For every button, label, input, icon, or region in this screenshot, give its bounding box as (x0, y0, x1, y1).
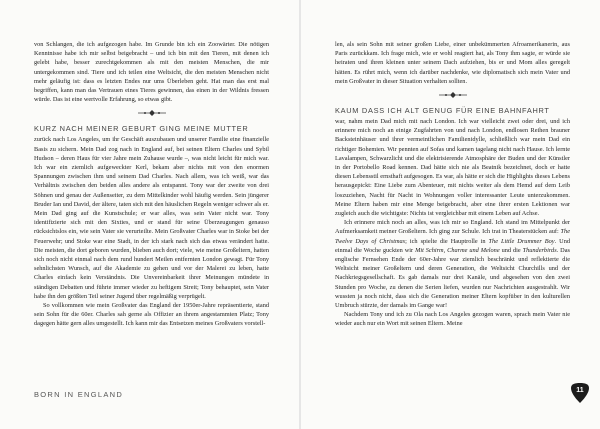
left-page (0, 0, 299, 429)
title-italic: The Little Drummer Boy (488, 237, 555, 245)
paragraph: von Schlangen, die ich aufgezogen habe. Im Grunde bin ich ein Zoowärter. Die nötigen Kenntnisse habe ich mir selbst beigebracht – und ich bin mit den Tieren, mit denen ich gelebt habe, besser zurechtgekommen als mit den meisten Menschen, die mir untergekommen sind. Tiere und ich teilen eine Weltsicht, die den meisten Menschen nicht mehr geläufig ist: dass es letzten Endes nur ums Überleben geht. Hat man das erst mal begriffen, kann man das Vertrauen eines Tieres gewinnen, das einen in der Wildnis fressen würde. Das ist eine wertvolle Erfahrung, so etwas gibt. (34, 41, 269, 104)
right-page (301, 0, 600, 429)
paragraph: len, als sein Sohn mit seiner großen Liebe, einer unbekümmerten Afroamerikanerin, aus Paris zurückkam. Ich frage mich, wie er wohl reagiert hat, als Tony ihm sagte, er würde sie heiraten und ihren kleinen unter seinem Dach aufziehen, bis er und Mom alles geregelt hätten. Es rührt mich, wenn ich darüber nachdenke, wie diplomatisch sich mein Vater und mein Großvater in dieser Situation verhalten sollten. (335, 41, 570, 85)
paragraph: zurück nach Los Angeles, um ihr Geschäft auszubauen und unserer Familie eine finanzielle Basis zu sichern. Mein Dad zog nach in England auf, bei seinen Eltern Charles und Sybil Hudson – deren Haus für vier Jahre mein Zuhause wurde –, was nicht leicht für mich war. Ich war ein ziemlich aufgeweckter Kerl, bekam aber nichts mit von den enormen Spannungen zwischen ihm und seinem Dad Charles. Nach allem, was ich weiß, war das Verhältnis zwischen den beiden alles andere als entspannt. Tony war der zweite von drei Söhnen und genau der Außenseiter, zu dem Mittelkinder wohl häufig werden. Sein jüngerer Bruder Ian und David, der ältere, taten sich mit den häuslichen Regeln weniger schwer als er. Mein Dad ging auf die Kunstschule; er war alles, was sein Vater nicht war. Tony identifizierte sich mit den Sixties, und er stand für seine Überzeugungen genauso rücksichtslos ein, wie sein Vater sie verurteilte. Mein Großvater Charles war in Stoke bei der Feuerwehr; und Stoke war eine Stadt, in der ich stark nach sich das etwas verändert hatte. Die meisten, die dort geboren wurden, blieben auch dort; viele, wie meine Großeltern, hatten sich noch nicht einmal nach dem rund hundert Meilen entfernten London gewagt. Für Tony sehnlichsten Wunsch, auf die Akademie zu gehen und vor der Malerei zu leben, hatte Charles einfach kein Verständnis. Die Unvereinbarkeit ihrer Meinungen mündete in ständigen Debatten und führte immer wieder zu heftigem Streit; Tony behauptet, sein Vater habe ihn den größten Teil seiner Jugend über regelmäßig verprügelt. (34, 136, 270, 300)
paragraph: war, nahm mein Dad mich mit nach London. Ich war vielleicht zwei oder drei, und ich erinnere mich noch an einige Zugfahrten von und nach London, endlosen Reihen brauner Backsteinhäuser und ihrer vermeintlichen Familienidylle, schließlich war mein Dad ein richtiger Bohemien. Wir pennten auf Sofas und kamen tagelang nicht nach Hause. Ich lernte Lavalampen, Schwarzlicht und die elektrisierende Atmosphäre der Buden und der Künstler in der Portobello Road kennen. Dad hätte sich nie als Beatnik bezeichnet, doch er hatte diesen Lebensstil ernsthaft aufgesogen. Es war, als hätte er sich die Highlights dieses Lebens herausgepickt: Eine Liebe zum Abenteuer, mit nichts weiter als dem Hemd auf dem Leib loszuziehen, Nacht für Nacht in Wohnungen voller interessanter Leute unterzukommen. Meine Eltern haben mir eine Menge beigebracht, aber eine ihrer ersten Lektionen war zugleich auch die wichtigste: Nichts ist vergleichbar mit einem Leben auf Achse. (335, 118, 570, 218)
right-text-column (335, 40, 570, 329)
page-number: 11 (576, 387, 584, 394)
paragraph-text: Ich erinnere mich noch an alles, was ich mir so England. Ich stand im Mittelpunkt der Aufmerksamkeit meiner Großeltern. Ich ging zur Schule. Ich trat in Theaterstücken auf: (335, 219, 570, 236)
paragraph: So vollkommen wie mein Großvater das England der 1950er-Jahre repräsentierte, stand sein Sohn für die 60er. Charles sah gerne als Offizier an ihrem angestammten Platz; Tony dagegen hätte gern alles umgestellt. Ich kann mir das Entsetzen meines Großvaters vorstell- (34, 302, 269, 328)
running-foot: BORN IN ENGLAND (34, 390, 124, 399)
section-heading: KURZ NACH MEINER GEBURT GING MEINE MUTTER (34, 124, 249, 134)
paragraph-text: . Und einmal die Woche guckten wir (335, 237, 571, 254)
paragraph (335, 218, 570, 310)
section-heading: KAUM DASS ICH ALT GENUG FÜR EINE BAHNFAHRT (335, 106, 550, 116)
left-text-column (34, 40, 269, 329)
title-italic: Thunderbirds (522, 246, 557, 254)
paragraph-text: ; ich spielte die Hauptrolle in (405, 237, 489, 245)
ornament-divider-icon (34, 108, 269, 118)
paragraph-text: . Das englische Fernsehen Ende der 60er-Jahre war ziemlich beschränkt und reflektierte die Weltsicht meiner Großeltern und deren Generation, die Weltsicht Churchills und der Nachkriegsgesellschaft. Es gab damals nur drei Kanäle, und abgesehen von den zwei Stunden pro Woche, zu denen die Serien liefen, wurden nur Nachrichten ausgestrahlt. Wir wussten ja noch nicht, dass sich die Generation meiner Eltern kopfüber in den kulturellen Umbruch stürzte, der damals im Gange war! (335, 246, 570, 310)
ornament-divider-icon (335, 90, 570, 100)
paragraph: Nachdem Tony und ich zu Ola nach Los Angeles gezogen waren, sprach mein Vater nie wieder auch nur ein Wort mit seinen Eltern. Meine (335, 311, 570, 328)
guitar-pick-page-number (570, 382, 590, 404)
paragraph-text: und die (499, 246, 523, 254)
title-italic: The Twelve Days of Christmas (335, 228, 570, 245)
title-italic: Mit Schirm, Charme und Melone (415, 246, 500, 254)
